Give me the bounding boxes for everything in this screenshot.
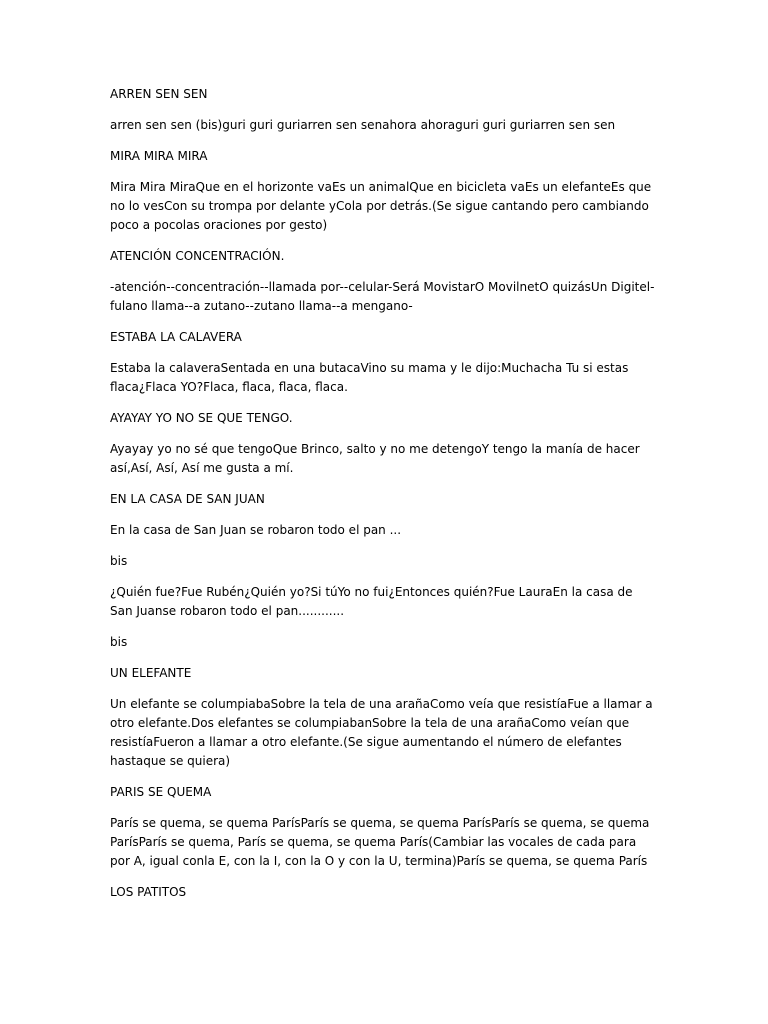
song-title-los-patitos: LOS PATITOS	[110, 885, 187, 899]
song-lyrics-casa-de-san-juan-1: En la casa de San Juan se robaron todo el pan ...	[110, 523, 402, 537]
song-lyrics-estaba-la-calavera: Estaba la calaveraSentada en una butacaVino su mama y le dijo:Muchacha Tu si estas flaca¿Flaca YO?Flaca, flaca, flaca, flaca.	[110, 361, 629, 394]
song-lyrics-paris-se-quema: París se quema, se quema ParísParís se quema, se quema ParísParís se quema, se quema ParísParís se quema, París se quema, se quema París(Cambiar las vocales de cada para por A, igual conla E, con la I, con la O y con la U, termina)París se quema, se quema París	[110, 816, 650, 868]
song-title-paris-se-quema: PARIS SE QUEMA	[110, 785, 212, 799]
song-lyrics-bis-2: bis	[110, 635, 128, 649]
song-lyrics-ayayay: Ayayay yo no sé que tengoQue Brinco, salto y no me detengoY tengo la manía de hacer así,Así, Así, Así me gusta a mí.	[110, 442, 640, 475]
song-title-mira-mira-mira: MIRA MIRA MIRA	[110, 149, 208, 163]
song-lyrics-arren-sen-sen: arren sen sen (bis)guri guri guriarren sen senahora ahoraguri guri guriarren sen sen	[110, 118, 616, 132]
song-title-casa-de-san-juan: EN LA CASA DE SAN JUAN	[110, 492, 265, 506]
song-title-arren-sen-sen: ARREN SEN SEN	[110, 87, 208, 101]
song-title-ayayay: AYAYAY YO NO SE QUE TENGO.	[110, 411, 293, 425]
song-lyrics-casa-de-san-juan-2: ¿Quién fue?Fue Rubén¿Quién yo?Si túYo no fui¿Entonces quién?Fue LauraEn la casa de San Juanse robaron todo el pan............	[110, 585, 633, 618]
song-title-un-elefante: UN ELEFANTE	[110, 666, 192, 680]
song-lyrics-un-elefante: Un elefante se columpiabaSobre la tela de una arañaComo veía que resistíaFue a llamar a otro elefante.Dos elefantes se columpiabanSobre la tela de una arañaComo veían que resistíaFueron a llamar a otro elefante.(Se sigue aumentando el número de elefantes hastaque se quiera)	[110, 697, 653, 768]
song-lyrics-bis-1: bis	[110, 554, 128, 568]
song-title-estaba-la-calavera: ESTABA LA CALAVERA	[110, 330, 242, 344]
song-lyrics-mira-mira-mira: Mira Mira MiraQue en el horizonte vaEs un animalQue en bicicleta vaEs un elefanteEs que no lo vesCon su trompa por delante yCola por detrás.(Se sigue cantando pero cambiando poco a pocolas oraciones por gesto)	[110, 180, 652, 232]
song-title-atencion-concentracion: ATENCIÓN CONCENTRACIÓN.	[110, 249, 285, 263]
document-content	[110, 85, 655, 902]
song-lyrics-atencion-concentracion: -atención--concentración--llamada por--celular-Será MovistarO MovilnetO quizásUn Digitel-fulano llama--a zutano--zutano llama--a mengano-	[110, 280, 655, 313]
